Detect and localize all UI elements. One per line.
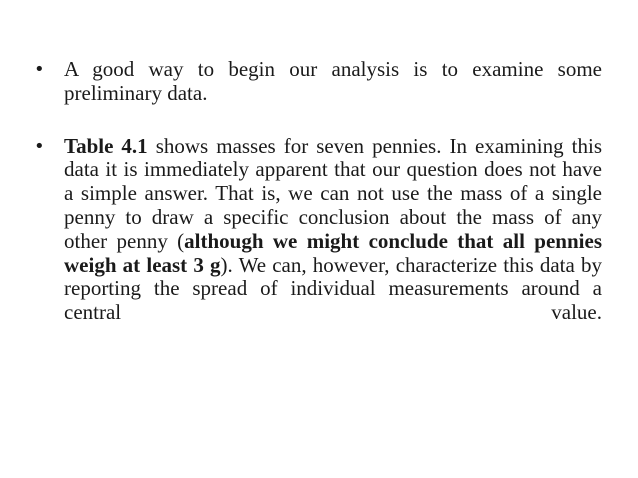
bullet-item-preliminary-data xyxy=(34,58,602,106)
bullet-marker: • xyxy=(34,59,45,80)
bold-emphasis: although we might conclude that all pennies weigh at least 3 g xyxy=(64,228,602,277)
bullet-text-part-b: ). We can, however, characterize this data by reporting the spread of individual measurements around a central value. xyxy=(64,252,602,325)
bullet-list xyxy=(34,58,602,325)
bullet-marker: • xyxy=(34,135,45,157)
bullet-text: A good way to begin our analysis is to examine some preliminary data. xyxy=(64,57,602,105)
bullet-text-part-a: shows masses for seven pennies. In examining this data it is immediately apparent that our question does not have a simple answer. That is, we can not use the mass of a single penny to draw a specific conclusion about the mass of any other penny ( xyxy=(64,133,602,253)
table-reference: Table 4.1 xyxy=(64,133,148,158)
bullet-item-table-description xyxy=(34,135,602,325)
